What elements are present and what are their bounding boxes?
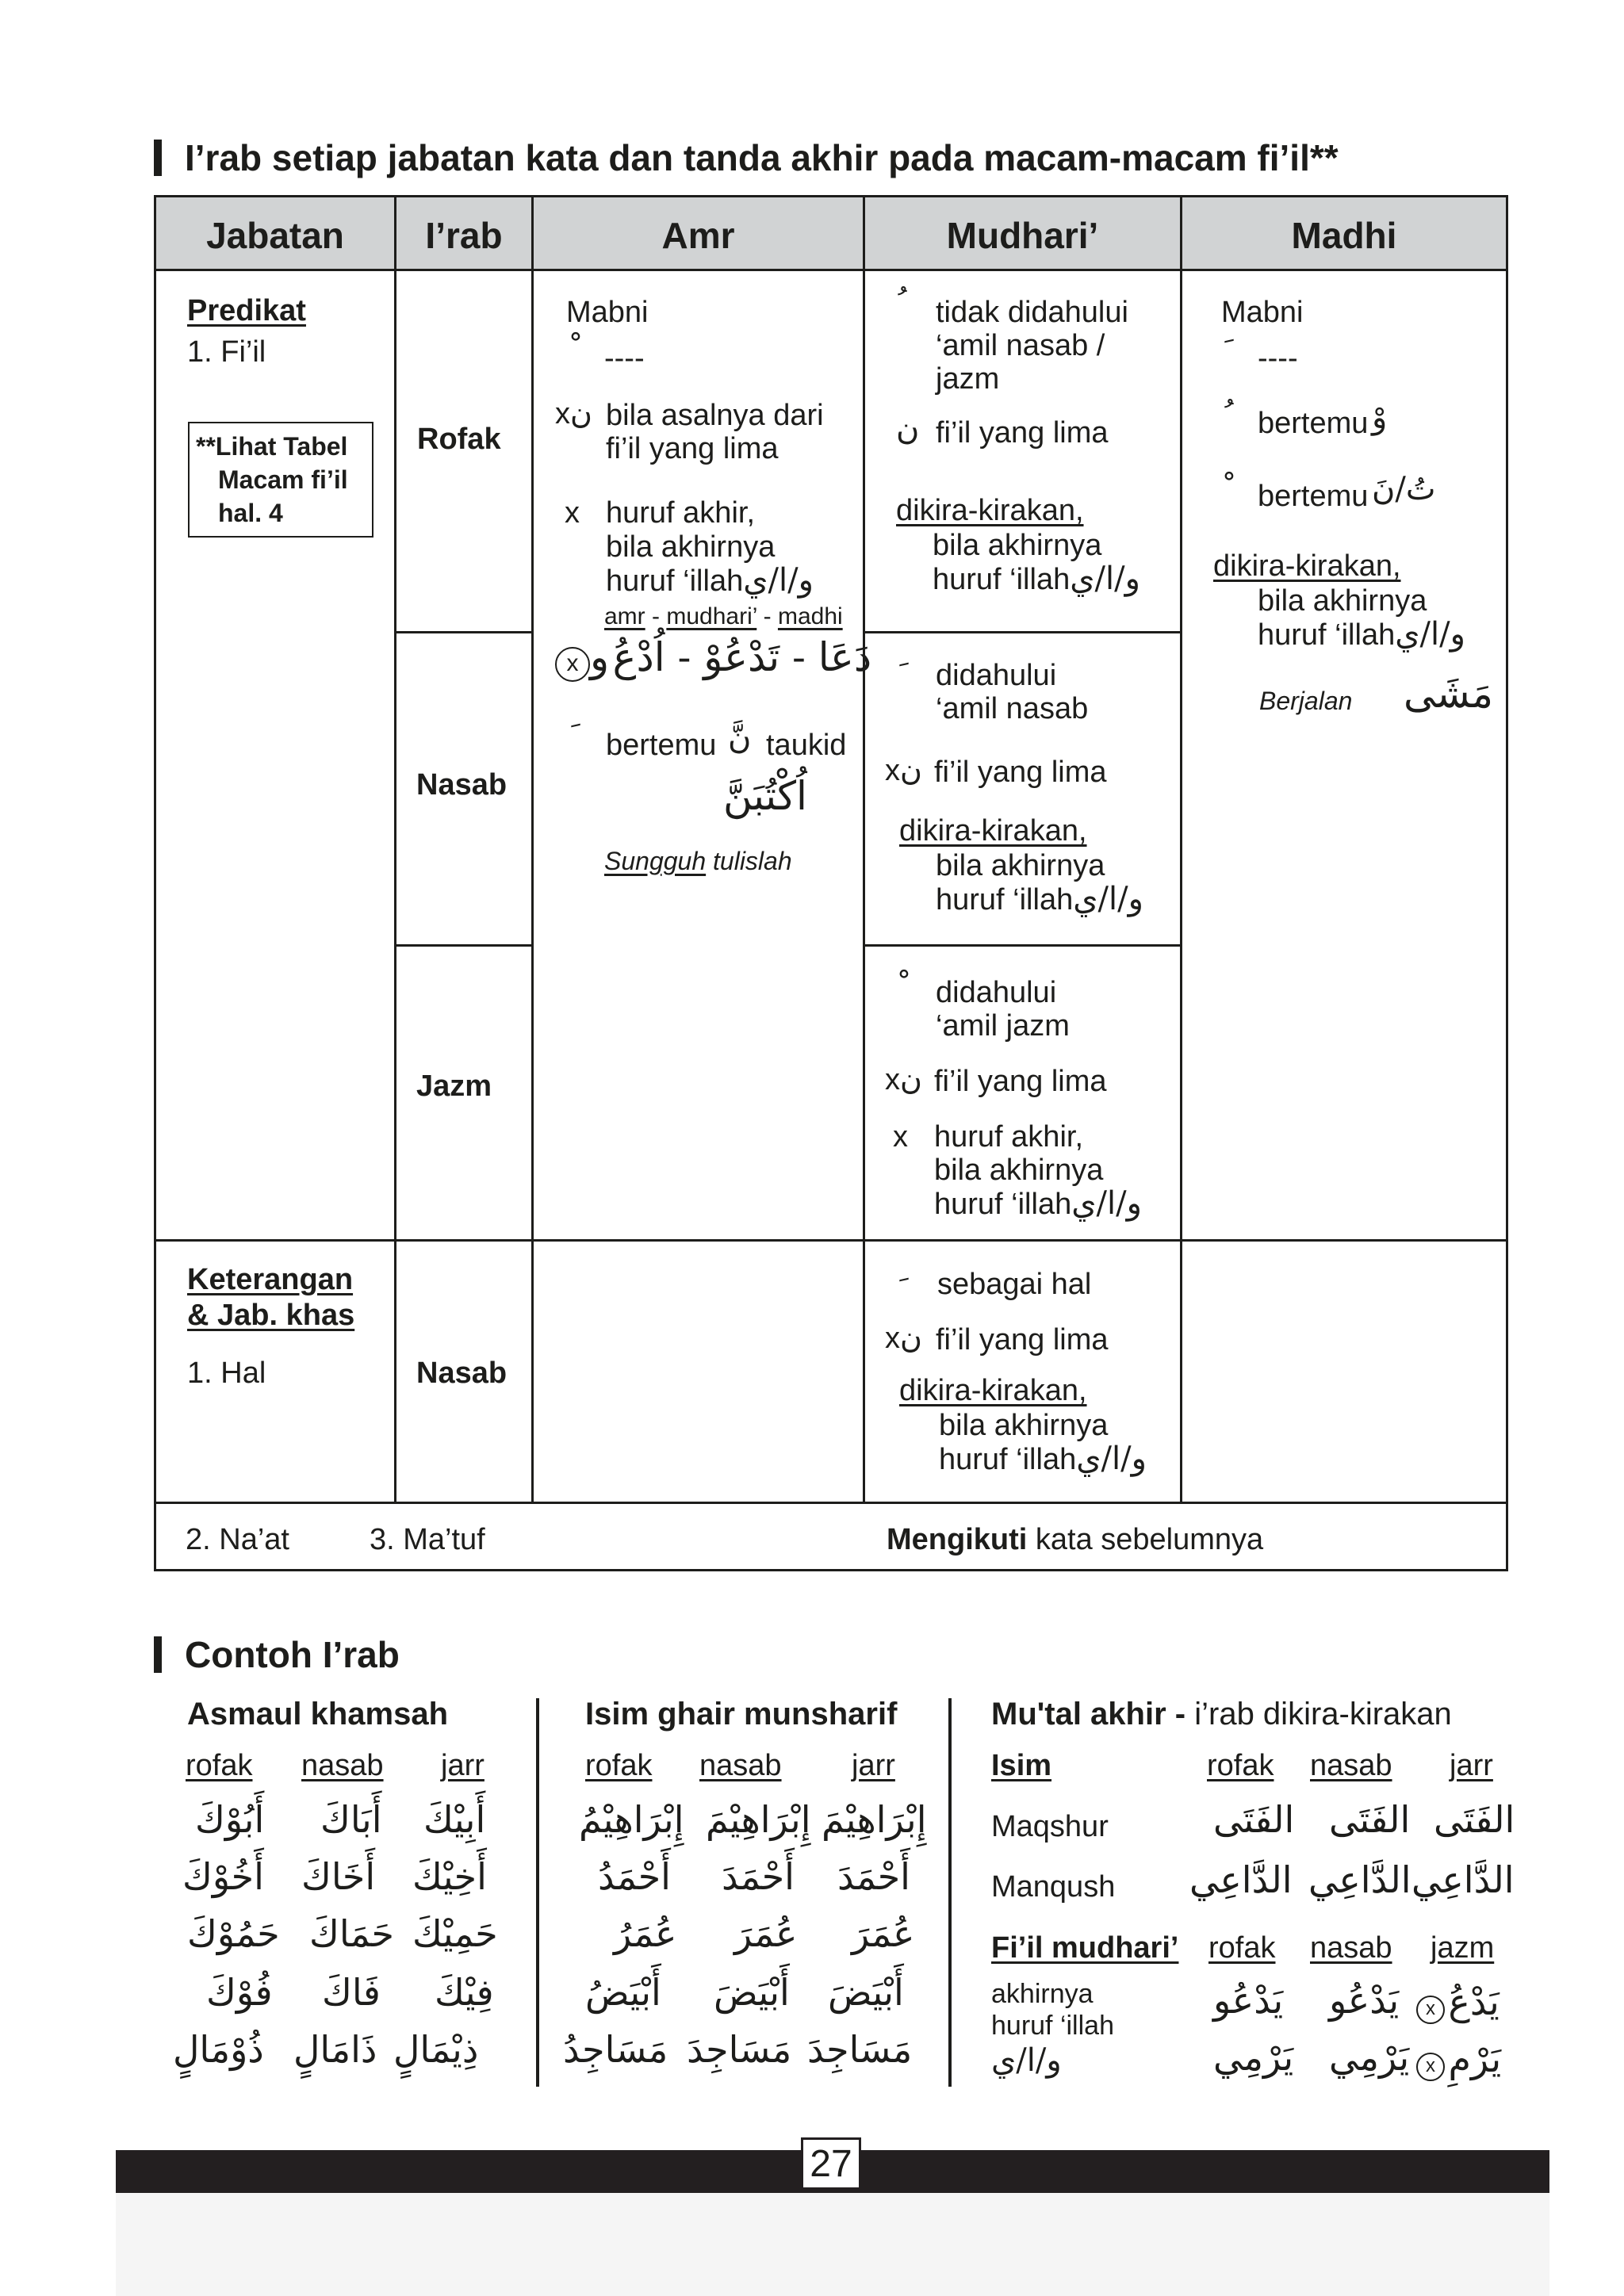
- header-mudhari: Mudhari’: [946, 215, 1099, 256]
- madhi-masya: مَشَى: [1404, 671, 1494, 717]
- footer-mengikuti-rest: kata sebelumnya: [1035, 1523, 1264, 1556]
- isim-head-nasab: nasab: [699, 1749, 782, 1782]
- mudhari-hal-huruf: [939, 1441, 1147, 1477]
- asmaul-head-jarr: jarr: [441, 1749, 485, 1782]
- amr-asal-2: fi’il yang lima: [606, 432, 779, 465]
- amr-uktubanna: اُكْتُبَنَّ: [723, 773, 807, 819]
- madhi-wau: وْ: [1372, 400, 1388, 436]
- mutal-title-rest: i’rab dikira-kirakan: [1194, 1697, 1452, 1732]
- mudhari-nasab-dikira: dikira-kirakan,: [899, 814, 1087, 848]
- asmaul-r5-nasab: ذَامَالٍ: [293, 2028, 377, 2071]
- mudhari-rofak-bila: bila akhirnya: [933, 529, 1102, 562]
- col-line-2: [531, 195, 534, 1503]
- col-line-3: [863, 195, 865, 1503]
- mutal-manqush-rofak: الدَّاعِي: [1189, 1858, 1293, 1901]
- mudhari-jazm-1: didahului: [936, 976, 1057, 1009]
- asmaul-r2-rofak: أَخُوْكَ: [182, 1855, 264, 1898]
- irab-table: [154, 195, 1508, 1571]
- amr-dashes: ----: [604, 342, 645, 375]
- col-line-1: [394, 195, 396, 1503]
- example-separator-1: [536, 1698, 539, 2087]
- mutal-huruf-illah: huruf ‘illah: [991, 2011, 1114, 2041]
- page-number: 27: [801, 2137, 861, 2190]
- header-irab: I’rab: [425, 215, 503, 256]
- mudhari-hal-sebagai: sebagai hal: [937, 1268, 1092, 1301]
- asmaul-r3-nasab: حَمَاكَ: [309, 1912, 394, 1955]
- note-line-3: hal. 4: [218, 499, 283, 527]
- x-circle-icon: x: [1416, 2053, 1445, 2081]
- amr-huruf-akhir: huruf akhir,: [606, 496, 755, 530]
- isim-r3-rofak: عُمَرُ: [614, 1912, 677, 1955]
- mutal-yadu-jazm: يَدْعُ: [1448, 1980, 1500, 2023]
- mudhari-nasab-huruf: [936, 882, 1143, 917]
- amr-caption: amr - mudhari’ - madhi: [604, 603, 843, 629]
- isim-head-rofak: rofak: [585, 1749, 653, 1782]
- amr-example-words: دَعَا - تَدْعُوْ - اُدْعُ: [612, 634, 872, 680]
- mudhari-rofak-huruf: [933, 561, 1140, 597]
- mudhari-nasab-2: ‘amil nasab: [936, 692, 1089, 725]
- madhi-bertemu-wau: bertemu: [1258, 407, 1369, 440]
- section-title-irab-fiil: I’rab setiap jabatan kata dan tanda akhir pada macam-macam fi’il**: [185, 137, 1339, 178]
- amr-bila-akhirnya: bila akhirnya: [606, 530, 776, 564]
- mutal-head-rofak: rofak: [1207, 1749, 1274, 1782]
- isim-r4-rofak: أَبْيَضُ: [585, 1971, 661, 2014]
- isim-r5-nasab: مَسَاجِدَ: [687, 2028, 792, 2071]
- header-jabatan: Jabatan: [206, 215, 344, 256]
- madhi-mabni: Mabni: [1221, 296, 1304, 329]
- amr-caption-mudhari: mudhari’: [666, 603, 757, 629]
- mutal-yarmi-jazm-wrap: [1416, 2038, 1501, 2081]
- mutal-yarmi-rofak: يَرْمِي: [1213, 2036, 1294, 2079]
- isim-r2-nasab: أَحْمَدَ: [722, 1855, 795, 1898]
- amr-x-nun: xن: [555, 397, 592, 430]
- isim-r1-nasab: إِبْرَاهِيْمَ: [706, 1798, 811, 1841]
- isim-r1-rofak: إِبْرَاهِيْمُ: [579, 1798, 684, 1841]
- mutal-head2-nasab: nasab: [1310, 1931, 1392, 1965]
- mudhari-rofak-dikira: dikira-kirakan,: [896, 494, 1084, 527]
- mudhari-jazm-wai: و/ا/ي: [1071, 1185, 1142, 1222]
- mudhari-jazm-x-nun: xن: [885, 1063, 922, 1096]
- note-line-1: **Lihat Tabel: [196, 432, 348, 461]
- mudhari-rofak-nasab-line: [863, 631, 1182, 633]
- mudhari-jazm-huruf: [934, 1186, 1142, 1222]
- isim-r2-jarr: أَحْمَدَ: [837, 1855, 910, 1898]
- isim-r4-nasab: أَبْيَضَ: [714, 1971, 790, 2014]
- madhi-berjalan: Berjalan: [1259, 687, 1353, 715]
- heading-bar: [154, 140, 162, 176]
- mudhari-jazm-huruf-text: huruf ‘illah: [934, 1188, 1072, 1221]
- madhi-huruf-text: huruf ‘illah: [1258, 618, 1396, 652]
- amr-asal-1: bila asalnya dari: [606, 399, 824, 432]
- example-separator-2: [948, 1698, 952, 2087]
- amr-caption-madhi: madhi: [777, 603, 843, 629]
- mudhari-nasab-huruf-text: huruf ‘illah: [936, 883, 1074, 916]
- predikat-keterangan-line: [154, 1239, 1508, 1242]
- mudhari-rofak-2: ‘amil nasab /: [936, 329, 1105, 362]
- mutal-wai: و/ا/ي: [991, 2042, 1062, 2079]
- jabatan-jabkhas: & Jab. khas: [187, 1299, 355, 1332]
- isim-r5-rofak: مَسَاجِدُ: [563, 2028, 668, 2071]
- amr-mabni: Mabni: [566, 296, 649, 329]
- isim-r3-jarr: عُمَرَ: [852, 1912, 915, 1955]
- amr-x: x: [565, 496, 580, 530]
- amr-nun-taukid: نَّ: [728, 720, 752, 756]
- nasab-jazm-line: [395, 944, 531, 947]
- madhi-huruf: [1258, 617, 1465, 652]
- mudhari-nasab-wai: و/ا/ي: [1073, 881, 1143, 917]
- asmaul-r3-rofak: حَمُوْكَ: [187, 1912, 280, 1955]
- madhi-bertemu-tanun: bertemu: [1258, 480, 1369, 513]
- jabatan-keterangan: Keterangan: [187, 1263, 354, 1296]
- mudhari-nasab-lima: fi’il yang lima: [934, 756, 1107, 789]
- mutal-fiil-mudhari: Fi’il mudhari’: [991, 1931, 1179, 1965]
- jabatan-predikat: Predikat: [187, 294, 306, 327]
- amr-example: [555, 634, 871, 682]
- rofak-nasab-line: [395, 631, 531, 633]
- mudhari-nasab-1: didahului: [936, 659, 1057, 692]
- jabatan-fiil: 1. Fi’il: [187, 335, 266, 369]
- mutal-title: [991, 1697, 1452, 1732]
- mudhari-hal-lima: fi’il yang lima: [936, 1323, 1109, 1357]
- mudhari-jazm-huruf-akhir: huruf akhir,: [934, 1120, 1083, 1154]
- mudhari-rofak-3: jazm: [936, 362, 1000, 396]
- mudhari-hal-x-nun: xن: [885, 1322, 922, 1355]
- madhi-wai: و/ا/ي: [1395, 616, 1465, 652]
- mutal-maqshur: Maqshur: [991, 1810, 1109, 1843]
- mudhari-rofak-lima: fi’il yang lima: [936, 416, 1109, 450]
- col-line-4: [1180, 195, 1182, 1503]
- mudhari-rofak-1: tidak didahului: [936, 296, 1128, 329]
- mudhari-hal-dikira: dikira-kirakan,: [899, 1374, 1087, 1407]
- amr-caption-amr: amr: [604, 603, 645, 629]
- mudhari-rofak-nun: ن: [896, 411, 920, 447]
- isim-r2-rofak: أَحْمَدُ: [598, 1855, 671, 1898]
- mudhari-jazm-2: ‘amil jazm: [936, 1009, 1070, 1043]
- mudhari-hal-wai: و/ا/ي: [1076, 1441, 1147, 1477]
- mutal-manqush-nasab: الدَّاعِي: [1308, 1858, 1411, 1901]
- madhi-dikira: dikira-kirakan,: [1213, 549, 1401, 583]
- asmaul-r4-jarr: فِيْكَ: [435, 1971, 494, 2014]
- section-title-contoh-irab: Contoh I’rab: [185, 1634, 400, 1675]
- keterangan-footer-line: [154, 1502, 1508, 1504]
- heading-bar-2: [154, 1636, 162, 1673]
- isim-r5-jarr: مَسَاجِدَ: [807, 2028, 913, 2071]
- footer-mengikuti-bold: Mengikuti: [887, 1523, 1028, 1556]
- asmaul-head-nasab: nasab: [301, 1749, 384, 1782]
- asmaul-r1-rofak: أَبُوْكَ: [195, 1798, 265, 1841]
- mudhari-jazm-x: x: [893, 1120, 908, 1154]
- irab-nasab: Nasab: [416, 768, 508, 802]
- mudhari-hal-huruf-text: huruf ‘illah: [939, 1443, 1077, 1476]
- header-amr: Amr: [661, 215, 735, 256]
- mutal-manqush: Manqush: [991, 1870, 1116, 1904]
- amr-sungguh-tulislah: [604, 847, 792, 875]
- mutal-isim: Isim: [991, 1749, 1052, 1782]
- asmaul-title: Asmaul khamsah: [187, 1697, 449, 1732]
- mudhari-jazm-lima: fi’il yang lima: [934, 1065, 1107, 1098]
- amr-sungguh: Sungguh: [604, 847, 707, 875]
- bottom-margin: [116, 2193, 1549, 2296]
- amr-wai: و/ا/ي: [743, 562, 814, 599]
- asmaul-r5-rofak: ذُوْمَالٍ: [173, 2028, 264, 2071]
- mutal-yadu-jazm-wrap: [1416, 1980, 1500, 2024]
- asmaul-head-rofak: rofak: [186, 1749, 253, 1782]
- mudhari-rofak-huruf-text: huruf ‘illah: [933, 563, 1071, 596]
- mutal-yadu-rofak: يَدْعُو: [1213, 1979, 1284, 2022]
- mudhari-hal-bila: bila akhirnya: [939, 1409, 1109, 1442]
- irab-jazm: Jazm: [416, 1070, 492, 1103]
- note-line-2: Macam fi’il: [218, 465, 348, 494]
- mutal-yarmi-nasab: يَرْمِي: [1329, 2036, 1410, 2079]
- mudhari-nasab-bila: bila akhirnya: [936, 849, 1105, 882]
- footer-naat: 2. Na’at: [186, 1523, 289, 1556]
- isim-r3-nasab: عُمَرَ: [734, 1912, 798, 1955]
- madhi-tanun: تُ/نَ: [1372, 471, 1436, 507]
- mutal-maqshur-nasab: الفَتَى: [1329, 1798, 1411, 1841]
- mudhari-jazm-bila: bila akhirnya: [934, 1154, 1104, 1187]
- amr-huruf-illah: [606, 563, 814, 599]
- header-bottom-line: [154, 269, 1508, 271]
- footer-mengikuti: [887, 1522, 1263, 1557]
- isim-r4-jarr: أَبْيَضَ: [828, 1971, 904, 2014]
- mutal-yadu-nasab: يَدْعُو: [1329, 1979, 1400, 2022]
- asmaul-r5-jarr: ذِيْمَالٍ: [393, 2028, 479, 2071]
- mutal-head2-rofak: rofak: [1208, 1931, 1276, 1965]
- madhi-bila: bila akhirnya: [1258, 584, 1427, 618]
- mutal-head-jarr: jarr: [1450, 1749, 1493, 1782]
- asmaul-r2-jarr: أَخِيْكَ: [412, 1855, 487, 1898]
- asmaul-r1-nasab: أَبَاكَ: [320, 1798, 382, 1841]
- mudhari-nasab-jazm-line: [863, 944, 1182, 947]
- isim-title: Isim ghair munsharif: [585, 1697, 898, 1732]
- isim-head-jarr: jarr: [852, 1749, 895, 1782]
- mutal-manqush-jarr: الدَّاعِي: [1411, 1858, 1515, 1901]
- madhi-dashes: ----: [1258, 342, 1298, 375]
- asmaul-r4-rofak: فُوْكَ: [206, 1971, 273, 2014]
- mudhari-rofak-wai: و/ا/ي: [1070, 561, 1140, 597]
- asmaul-r4-nasab: فَاكَ: [322, 1971, 381, 2014]
- amr-bertemu: bertemu: [606, 729, 717, 762]
- mutal-head-nasab: nasab: [1310, 1749, 1392, 1782]
- amr-example-wau: و: [590, 634, 610, 680]
- irab-rofak: Rofak: [417, 423, 501, 456]
- mudhari-nasab-x-nun: xن: [885, 754, 922, 787]
- note-box: [188, 422, 373, 538]
- mutal-yarmi-jazm: يَرْمِ: [1448, 2038, 1502, 2080]
- amr-tulislah: tulislah: [713, 847, 792, 875]
- amr-huruf-illah-text: huruf ‘illah: [606, 564, 744, 598]
- asmaul-r2-nasab: أَخَاكَ: [301, 1855, 376, 1898]
- mutal-maqshur-jarr: الفَتَى: [1434, 1798, 1515, 1841]
- amr-taukid: taukid: [766, 729, 847, 762]
- mutal-title-bold: Mu'tal akhir -: [991, 1697, 1186, 1732]
- mutal-head2-jazm: jazm: [1431, 1931, 1495, 1965]
- header-madhi: Madhi: [1291, 215, 1397, 256]
- isim-r1-jarr: إِبْرَاهِيْمَ: [822, 1798, 927, 1841]
- x-circle-icon: x: [1416, 1996, 1445, 2024]
- irab-nasab-hal: Nasab: [416, 1357, 508, 1390]
- mutal-akhirnya: akhirnya: [991, 1979, 1094, 2009]
- asmaul-r3-jarr: حَمِيْكَ: [412, 1912, 498, 1955]
- footer-matuf: 3. Ma’tuf: [370, 1523, 485, 1556]
- x-circle-icon: x: [555, 647, 590, 682]
- mutal-maqshur-rofak: الفَتَى: [1213, 1798, 1295, 1841]
- asmaul-r1-jarr: أَبِيْكَ: [423, 1798, 486, 1841]
- jabatan-hal: 1. Hal: [187, 1357, 266, 1390]
